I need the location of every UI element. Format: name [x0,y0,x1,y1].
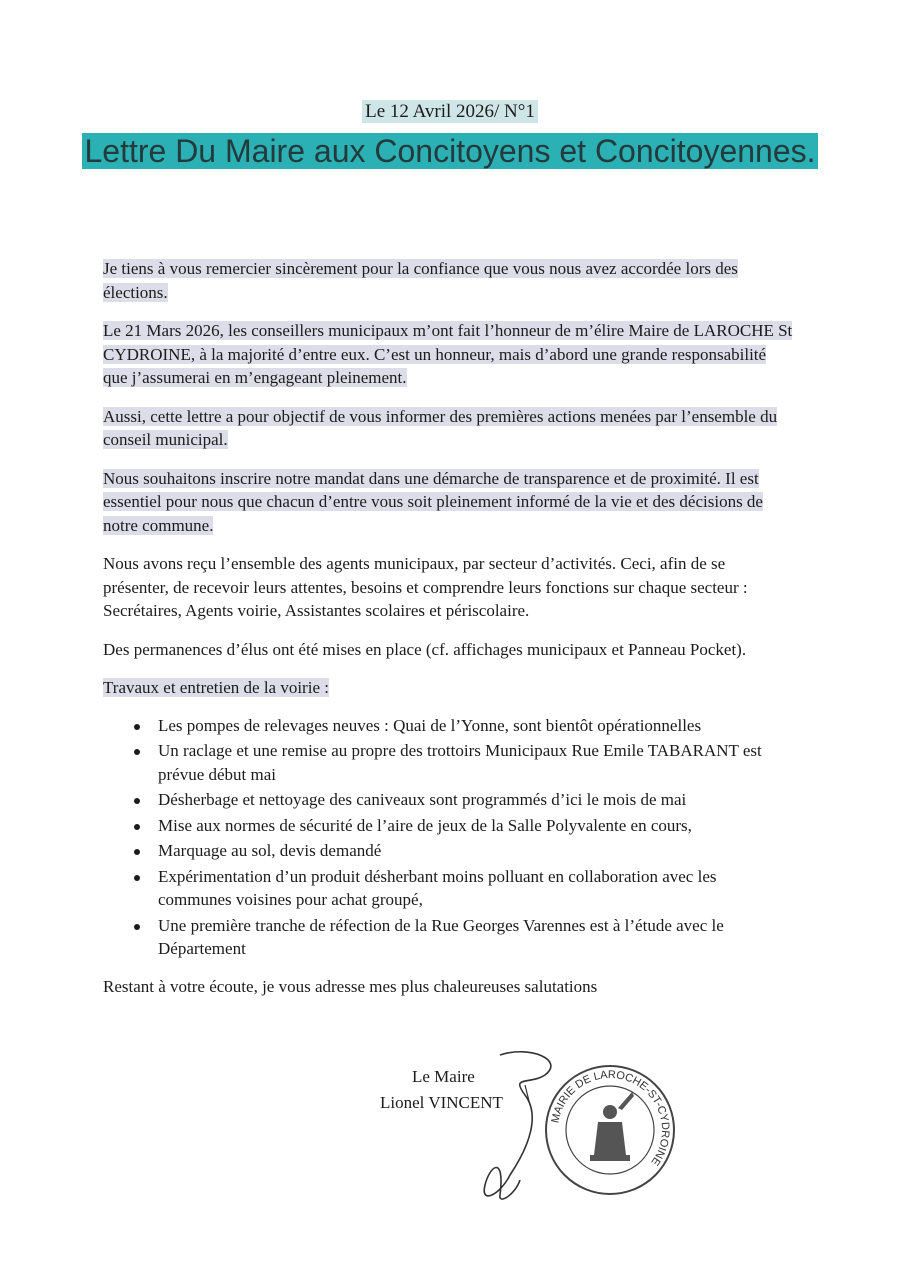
signer-role: Le Maire [412,1067,475,1086]
list-item: Une première tranche de réfection de la Rue Georges Varennes est à l’étude avec le Département [158,914,793,961]
paragraph-permanences: Des permanences d’élus ont été mises en place (cf. affichages municipaux et Panneau Pocket). [103,639,747,659]
works-list [103,714,793,961]
list-item: Marquage au sol, devis demandé [158,839,793,863]
marianne-emblem-icon [590,1092,634,1161]
town-hall-seal [540,1060,680,1200]
letter-date: Le 12 Avril 2026/ N°1 [0,101,900,123]
paragraph-purpose: Aussi, cette lettre a pour objectif de vous informer des premières actions menées par l’ensemble du conseil municipal. [103,406,778,449]
paragraph-transparency: Nous souhaitons inscrire notre mandat dans une démarche de transparence et de proximité. Il est essentiel pour nous que chacun d’entre vous soit pleinement informé de la vie et des décisions de notre commune. [103,468,763,535]
list-item: Un raclage et une remise au propre des trottoirs Municipaux Rue Emile TABARANT est prévue début mai [158,739,793,786]
paragraph-agents: Nous avons reçu l’ensemble des agents municipaux, par secteur d’activités. Ceci, afin de se présenter, de recevoir leurs attentes, besoins et comprendre leurs fonctions sur chaque secteur : Secrétaires, Agents voirie, Assistantes scolaires et périscolaire. [103,554,748,620]
closing-line: Restant à votre écoute, je vous adresse mes plus chaleureuses salutations [103,976,598,996]
letter-title: Lettre Du Maire aux Concitoyens et Concitoyennes. [84,133,816,169]
list-item: Mise aux normes de sécurité de l’aire de jeux de la Salle Polyvalente en cours, [158,814,793,838]
seal-text: MAIRIE DE LAROCHE-ST-CYDROINE [549,1068,672,1168]
letter-body [103,257,793,1013]
works-heading: Travaux et entretien de la voirie : [103,678,329,697]
paragraph-thanks: Je tiens à vous remercier sincèrement pour la confiance que vous nous avez accordée lors des élections. [103,259,738,302]
paragraph-election: Le 21 Mars 2026, les conseillers municipaux m’ont fait l’honneur de m’élire Maire de LAROCHE St CYDROINE, à la majorité d’entre eux. C’est un honneur, mais d’abord une grande responsabilité que j’assumerai en m’engageant pleinement. [103,321,793,387]
list-item: Expérimentation d’un produit désherbant moins polluant en collaboration avec les communes voisines pour achat groupé, [158,865,793,912]
list-item: Désherbage et nettoyage des caniveaux sont programmés d’ici le mois de mai [158,788,793,812]
signer-name: Lionel VINCENT [380,1093,503,1112]
list-item: Les pompes de relevages neuves : Quai de l’Yonne, sont bientôt opérationnelles [158,714,793,738]
